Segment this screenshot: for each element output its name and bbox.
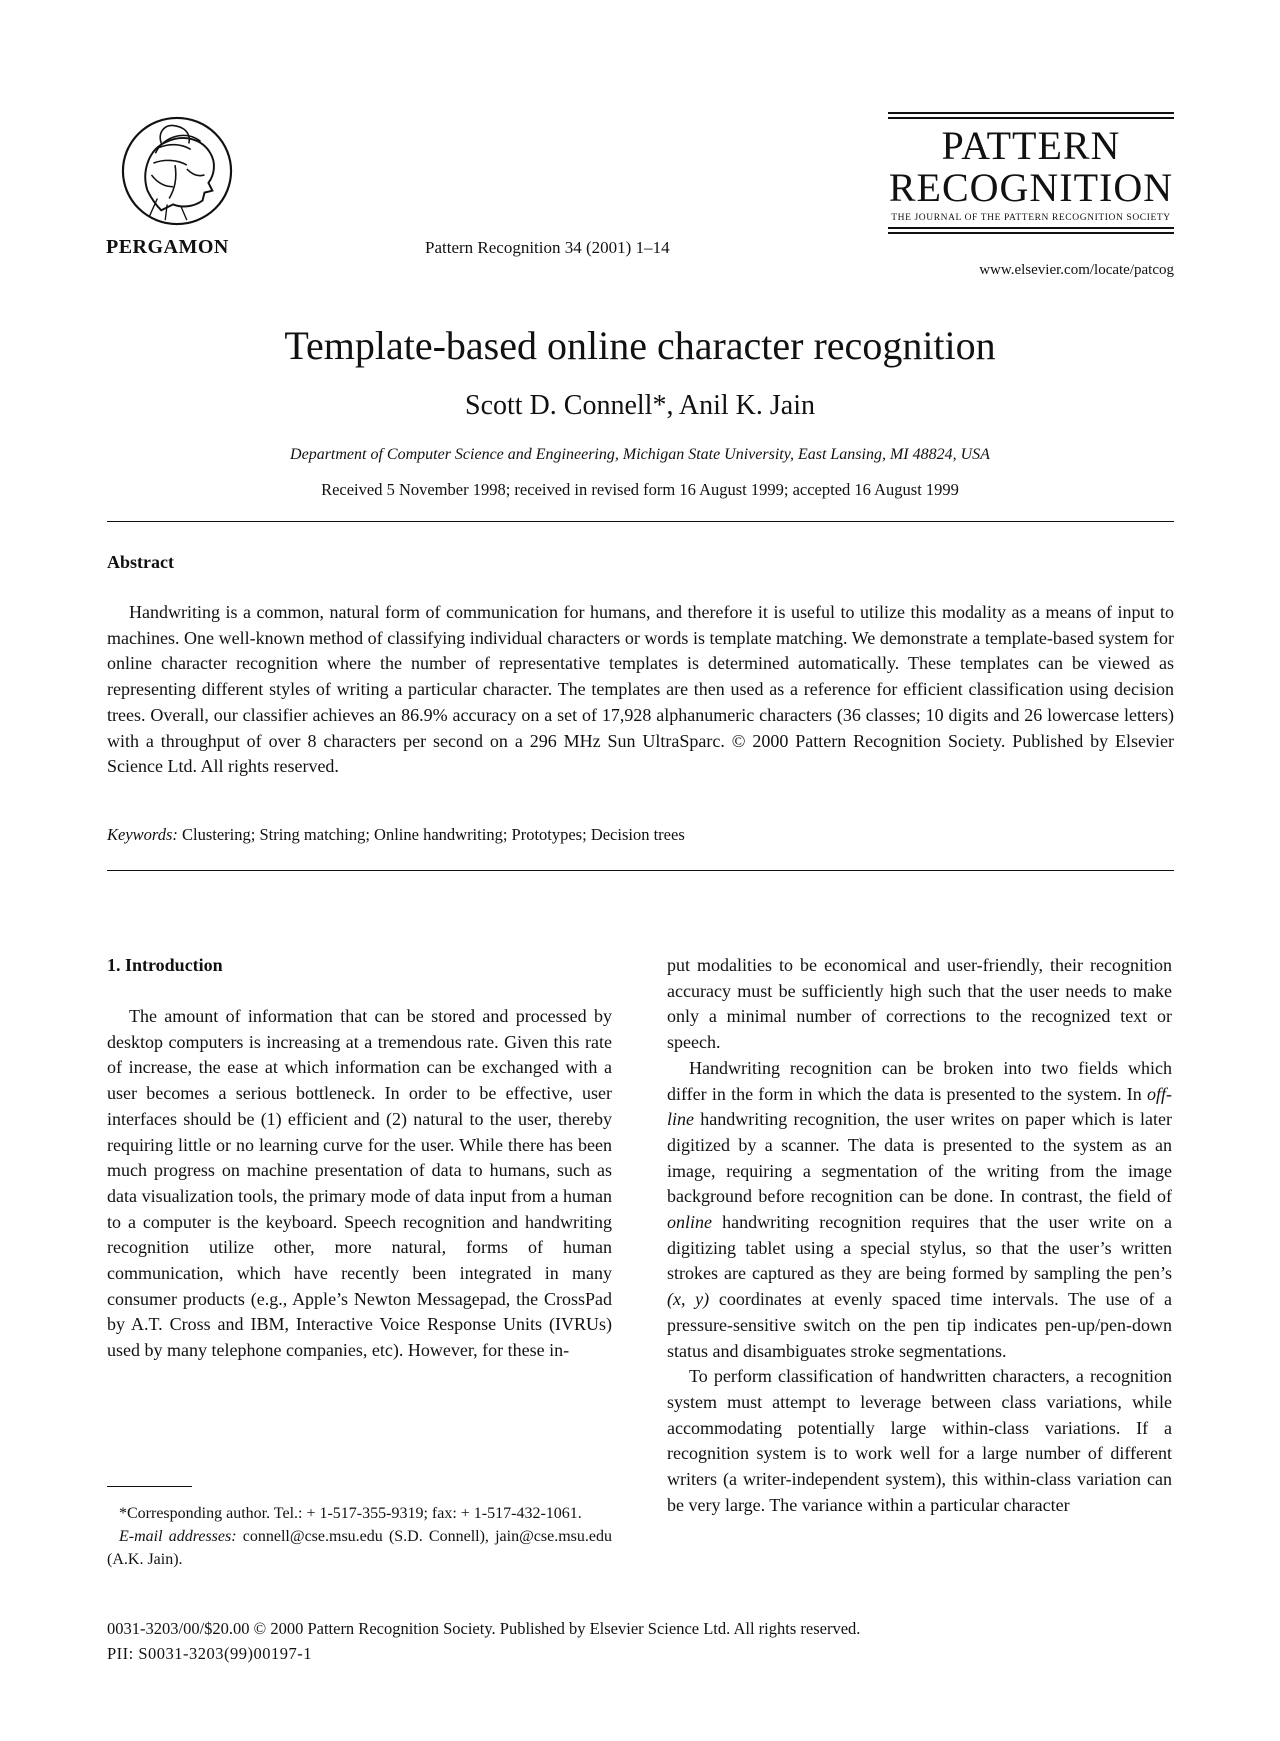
math-inline: (x, y) [667, 1289, 710, 1310]
journal-title-line2: RECOGNITION [888, 165, 1174, 210]
paragraph: The amount of information that can be stored and processed by desktop computers is increasing at a tremendous rate. Given this rate of increase, the ease at which information can be exchanged with a user becomes a serious bottleneck. In order to be effective, user interfaces should be (1) efficient and (2) natural to the user, thereby requiring little or no learning curve for the user. While there has been much progress on machine presentation of data to humans, such as data visualization tools, the primary mode of data input from a human to a computer is the keyboard. Speech recognition and handwriting recognition utilize other, more natural, forms of human communication, which have recently been integrated in many consumer products (e.g., Apple’s Newton Messagepad, the CrossPad by A.T. Cross and IBM, Interactive Voice Response Units (IVRUs) used by many telephone companies, etc). However, for these in- [107, 1006, 612, 1361]
pii-line: PII: S0031-3203(99)00197-1 [107, 1644, 313, 1663]
copyright-line: 0031-3203/00/$20.00 © 2000 Pattern Recognition Society. Published by Elsevier Science Ltd. All rights reserved. [107, 1619, 861, 1638]
text-run: coordinates at evenly spaced time intervals. The use of a pressure-sensitive switch on the pen tip indicates pen-up/pen-down status and disambiguates stroke segmentations. [667, 1289, 1172, 1361]
masthead-rule-bottom [888, 227, 1174, 229]
article-authors: Scott D. Connell*, Anil K. Jain [465, 390, 815, 421]
keywords [107, 825, 1174, 845]
emphasis: off-line [667, 1083, 1172, 1130]
paragraph: To perform classification of handwritten characters, a recognition system must attempt to leverage between class variations, while accommodating potentially large within-class variations. If a recognition system is to work well for a large number of different writers (a writer-independent system), this within-class variation can be very large. The variance within a particular character [667, 1366, 1172, 1515]
journal-citation: Pattern Recognition 34 (2001) 1–14 [425, 238, 670, 257]
email-text: connell@cse.msu.edu (S.D. Connell), jain@cse.msu.edu (A.K. Jain). [107, 1528, 613, 1568]
footnotes [107, 1502, 612, 1571]
journal-subtitle: THE JOURNAL OF THE PATTERN RECOGNITION SOCIETY [891, 213, 1171, 223]
divider-top [107, 521, 1174, 522]
pergamon-logo-icon [118, 114, 236, 228]
keywords-label: Keywords: [107, 825, 178, 844]
masthead-rule-top-2 [888, 117, 1174, 119]
article-title: Template-based online character recognition [284, 323, 996, 368]
divider-bottom [107, 870, 1174, 871]
footnote-email [107, 1525, 612, 1571]
left-column [107, 1004, 612, 1364]
journal-masthead [888, 112, 1174, 237]
abstract-text: Handwriting is a common, natural form of communication for humans, and therefore it is useful to utilize this modality as a means of input to machines. One well-known method of classifying individual characters or words is template matching. We demonstrate a template-based system for online character recognition where the number of representative templates is determined automatically. These templates can be viewed as representing different styles of writing a particular character. The templates are then used as a reference for efficient classification using decision trees. Overall, our classifier achieves an 86.9% accuracy on a set of 17,928 alphanumeric characters (36 classes; 10 digits and 26 lowercase letters) with a throughput of over 8 characters per second on a 296 MHz Sun UltraSparc. © 2000 Pattern Recognition Society. Published by Elsevier Science Ltd. All rights reserved. [107, 602, 1174, 777]
received-dates: Received 5 November 1998; received in revised form 16 August 1999; accepted 16 August 1999 [321, 480, 959, 499]
journal-url: www.elsevier.com/locate/patcog [979, 262, 1174, 278]
text-run: handwriting recognition requires that the user write on a digitizing tablet using a special stylus, so that the user’s written strokes are captured as they are being formed by sampling the pen’s [667, 1212, 1172, 1284]
publisher-name: PERGAMON [106, 236, 229, 258]
emphasis: online [667, 1212, 712, 1233]
journal-title-line1: PATTERN [941, 123, 1121, 168]
keywords-list: Clustering; String matching; Online handwriting; Prototypes; Decision trees [182, 825, 685, 844]
author-affiliation: Department of Computer Science and Engineering, Michigan State University, East Lansing, MI 48824, USA [290, 446, 990, 463]
email-label: E-mail addresses: [119, 1528, 237, 1545]
abstract-heading: Abstract [107, 552, 174, 572]
paragraph: put modalities to be economical and user-friendly, their recognition accuracy must be sufficiently high such that the user needs to make only a minimal number of corrections to the recognized text or speech. [667, 955, 1172, 1053]
masthead-rule-top [888, 112, 1174, 114]
text-run: handwriting recognition, the user writes on paper which is later digitized by a scanner. The data is presented to the system as an image, requiring a segmentation of the writing from the image background before recognition can be done. In contrast, the field of [667, 1109, 1172, 1207]
paragraph [667, 1056, 1172, 1364]
footnote-corresponding: *Corresponding author. Tel.: + 1-517-355-9319; fax: + 1-517-432-1061. [119, 1505, 582, 1522]
footnote-rule [107, 1486, 192, 1487]
section-heading: 1. Introduction [107, 955, 223, 975]
right-column [667, 953, 1172, 1518]
masthead-rule-bottom-2 [888, 232, 1174, 234]
text-run: Handwriting recognition can be broken into two fields which differ in the form in which the data is presented to the system. In [667, 1057, 1172, 1104]
